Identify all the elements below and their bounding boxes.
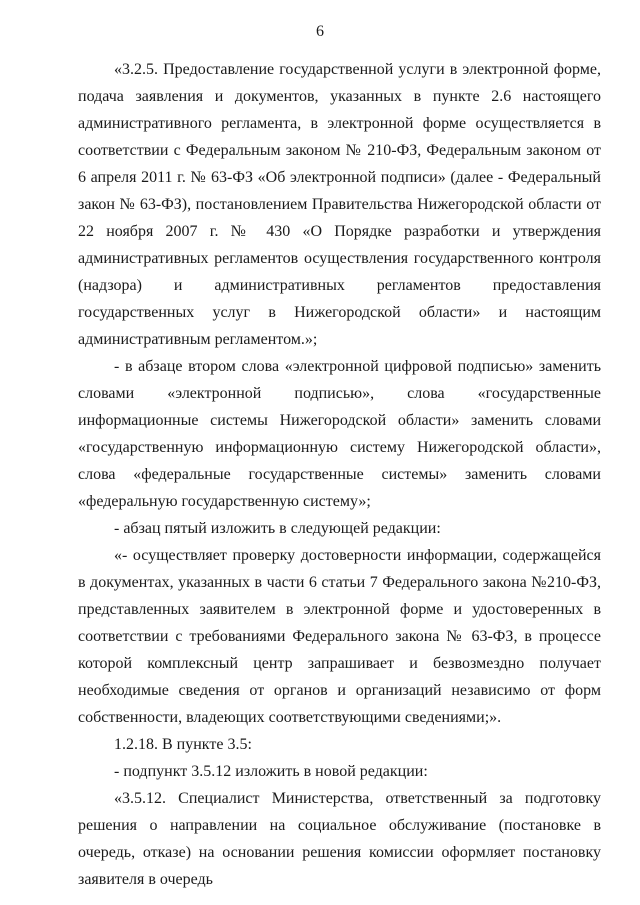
paragraph-1-2-18: 1.2.18. В пункте 3.5:	[114, 736, 252, 753]
document-body	[78, 56, 601, 893]
page-number: 6	[316, 23, 324, 40]
paragraph-abzats-vtoroy: - в абзаце втором слова «электронной цифровой подписью» заменить словами «электронной подписью», слова «государственные информационные системы Нижегородской области» заменить словами «государственную информационную систему Нижегородской области», слова «федеральные государственные системы» заменить словами «федеральную государственную систему»;	[78, 358, 601, 510]
paragraph-3-5-12: «3.5.12. Специалист Министерства, ответственный за подготовку решения о направлении на социальное обслуживание (постановке в очередь, отказе) на основании решения комиссии оформляет постановку заявителя в очередь	[78, 790, 601, 888]
paragraph-abzats-pyatyy: - абзац пятый изложить в следующей редакции:	[114, 520, 441, 537]
paragraph-podpunkt-3-5-12: - подпункт 3.5.12 изложить в новой редакции:	[114, 763, 428, 780]
paragraph-quote-proverka: «- осуществляет проверку достоверности информации, содержащейся в документах, указанных в части 6 статьи 7 Федерального закона №210-ФЗ, представленных заявителем в электронной форме и удостоверенных в соответствии с требованиями Федерального закона № 63-ФЗ, в процессе которой комплексный центр запрашивает и безвозмездно получает необходимые сведения от органов и организаций независимо от форм собственности, владеющих соответствующими сведениями;».	[78, 547, 601, 726]
paragraph-3-2-5: «3.2.5. Предоставление государственной услуги в электронной форме, подача заявления и документов, указанных в пункте 2.6 настоящего административного регламента, в электронной форме осуществляется в соответствии с Федеральным законом № 210-ФЗ, Федеральным законом от 6 апреля 2011 г. № 63-ФЗ «Об электронной подписи» (далее - Федеральный закон № 63-ФЗ), постановлением Правительства Нижегородской области от 22 ноября 2007 г. № 430 «О Порядке разработки и утверждения административных регламентов осуществления государственного контроля (надзора) и административных регламентов предоставления государственных услуг в Нижегородской области» и настоящим административным регламентом.»;	[78, 61, 601, 348]
